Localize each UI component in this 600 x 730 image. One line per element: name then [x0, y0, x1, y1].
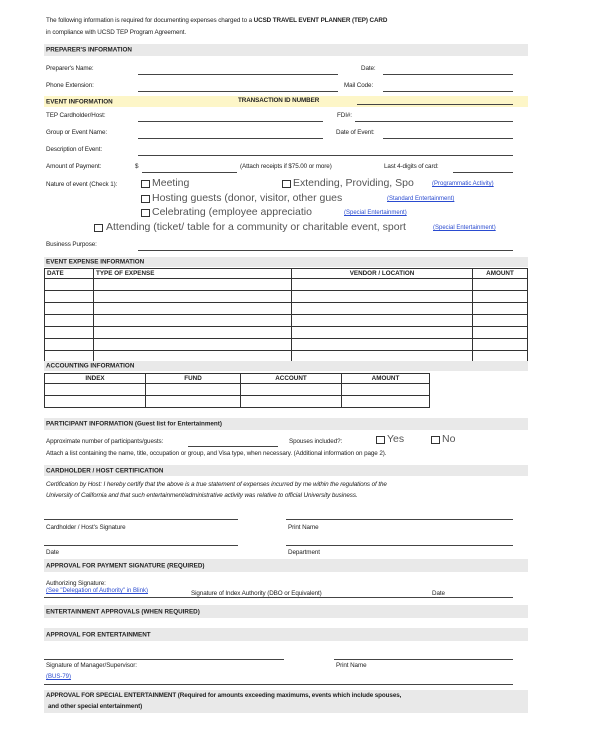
transaction-id-label: TRANSACTION ID NUMBER [238, 97, 320, 104]
meeting-option-label: Meeting [152, 177, 190, 189]
special-entertainment-header [44, 690, 528, 713]
preparer-name-field[interactable] [138, 74, 338, 75]
cell[interactable] [94, 291, 292, 303]
cell[interactable] [473, 279, 528, 291]
spouses-label: Spouses included?: [289, 438, 343, 445]
host-signature-line[interactable] [44, 519, 238, 520]
entertainment-approvals-header [44, 605, 528, 618]
approx-participants-label: Approximate number of participants/guests: [46, 438, 164, 445]
authorizing-signature-line[interactable] [44, 597, 513, 598]
spouses-yes-label: Yes [387, 433, 405, 445]
programmatic-activity-link[interactable]: (Programmatic Activity) [432, 181, 494, 187]
spouses-no-label: No [442, 433, 456, 445]
event-date-field[interactable] [383, 138, 513, 139]
phone-extension-field[interactable] [138, 91, 338, 92]
last4-label: Last 4-digits of card: [384, 163, 439, 170]
section-title: PREPARER'S INFORMATION [46, 46, 132, 54]
mail-code-label: Mail Code: [344, 82, 374, 89]
table-row[interactable] [45, 291, 528, 303]
cell[interactable] [45, 291, 94, 303]
accounting-header-row [45, 374, 430, 384]
cell[interactable] [94, 303, 292, 315]
group-event-name-label: Group or Event Name: [46, 129, 107, 136]
print-name-label: Print Name [288, 524, 319, 531]
table-row[interactable] [45, 327, 528, 339]
manager-print-name-line[interactable] [334, 659, 513, 660]
approx-participants-field[interactable] [188, 446, 278, 447]
spouses-no-checkbox[interactable] [431, 436, 440, 444]
approval-entertainment-header [44, 628, 528, 641]
cell[interactable] [45, 339, 94, 351]
cell[interactable] [94, 339, 292, 351]
certification-body: I hereby certify that the above is a true statement of expenses incurred by me within the regulations of the [101, 481, 387, 488]
cardholder-label: TEP Cardholder/Host: [46, 112, 106, 119]
approval-payment-section-header [44, 559, 528, 572]
table-row[interactable] [45, 303, 528, 315]
table-row[interactable] [45, 279, 528, 291]
certification-section-header [44, 465, 528, 476]
celebrating-option-label: Celebrating (employee appreciatio [152, 206, 312, 218]
section-title: EVENT INFORMATION [46, 98, 113, 105]
amount-field[interactable] [142, 172, 237, 173]
attending-option-label: Attending (ticket/ table for a community or charitable event, sport [106, 221, 406, 233]
transaction-id-field[interactable] [357, 104, 513, 105]
section-title: ACCOUNTING INFORMATION [46, 362, 135, 370]
hosting-option-label: Hosting guests (donor, visitor, other gues [152, 192, 343, 204]
authorizing-signature-label: Authorizing Signature: [46, 580, 106, 587]
cell[interactable] [473, 303, 528, 315]
manager-approval-line[interactable] [44, 684, 513, 685]
table-row[interactable] [45, 396, 430, 408]
section-title: EVENT EXPENSE INFORMATION [46, 258, 145, 266]
celebrating-checkbox[interactable] [141, 209, 150, 217]
cell[interactable] [241, 384, 342, 396]
attach-receipts-note: (Attach receipts if $75.00 or more) [240, 163, 332, 170]
table-row[interactable] [45, 339, 528, 351]
cell[interactable] [45, 315, 94, 327]
intro-card-name: UCSD TRAVEL EVENT PLANNER (TEP) CARD [253, 17, 388, 24]
cell[interactable] [292, 303, 473, 315]
department-label: Department [288, 549, 320, 556]
approval-date-label: Date [432, 590, 445, 597]
section-title: APPROVAL FOR PAYMENT SIGNATURE (REQUIRED) [46, 562, 205, 569]
standard-entertainment-link[interactable]: (Standard Entertainment) [387, 196, 455, 202]
cell[interactable] [292, 339, 473, 351]
extending-checkbox[interactable] [282, 180, 291, 188]
special-header-line-1: APPROVAL FOR SPECIAL ENTERTAINMENT (Required for amounts exceeding maximums, events which include spouses, [46, 692, 402, 699]
cell[interactable] [45, 303, 94, 315]
column-header-date: DATE [45, 269, 94, 279]
cell[interactable] [94, 315, 292, 327]
print-name-line[interactable] [286, 519, 513, 520]
cell[interactable] [292, 279, 473, 291]
preparer-section-header [44, 44, 528, 56]
cell[interactable] [45, 279, 94, 291]
nature-label: Nature of event (Check 1): [46, 181, 118, 188]
manager-print-name-label: Print Name [336, 662, 367, 669]
meeting-checkbox[interactable] [141, 180, 150, 188]
intro-line-1 [46, 17, 387, 24]
intro-line-2: in compliance with UCSD TEP Program Agreement. [46, 29, 187, 36]
cell[interactable] [94, 327, 292, 339]
section-title: PARTICIPANT INFORMATION (Guest list for Entertainment) [46, 420, 222, 428]
certification-text-1 [46, 481, 387, 488]
cell[interactable] [342, 396, 430, 408]
fdi-label: FDI#: [337, 112, 352, 119]
preparer-date-field[interactable] [383, 74, 513, 75]
cell[interactable] [94, 279, 292, 291]
cell[interactable] [45, 396, 146, 408]
certification-text-2: University of California and that such entertainment/administrative activity was relative to official University business. [46, 492, 358, 499]
index-authority-label: Signature of Index Authority (DBO or Equivalent) [191, 590, 322, 597]
attach-list-note: Attach a list containing the name, title, occupation or group, and Visa type, when necessary. (Additional information on page 2). [46, 450, 387, 457]
cardholder-field[interactable] [138, 121, 323, 122]
column-header-account: ACCOUNT [241, 374, 342, 384]
column-header-index: INDEX [45, 374, 146, 384]
cell[interactable] [45, 384, 146, 396]
cell[interactable] [241, 396, 342, 408]
amount-label: Amount of Payment: [46, 163, 102, 170]
special-header-line-2: and other special entertainment) [48, 703, 143, 710]
accounting-table [44, 373, 430, 408]
phone-extension-label: Phone Extension: [46, 82, 94, 89]
mail-code-field[interactable] [383, 91, 513, 92]
intro-text: The following information is required for documenting expenses charged to a [46, 17, 254, 24]
column-header-type: TYPE OF EXPENSE [94, 269, 292, 279]
table-row[interactable] [45, 384, 430, 396]
participant-section-header [44, 418, 528, 430]
dollar-sign: $ [135, 163, 139, 170]
manager-signature-line[interactable] [44, 659, 284, 660]
fdi-field[interactable] [355, 121, 513, 122]
section-title: APPROVAL FOR ENTERTAINMENT [46, 631, 151, 638]
business-purpose-field[interactable] [138, 250, 513, 251]
special-entertainment-link-1[interactable]: (Special Entertainment) [344, 210, 407, 216]
host-signature-label: Cardholder / Host's Signature [46, 524, 126, 531]
column-header-amount: AMOUNT [473, 269, 528, 279]
special-entertainment-link-2[interactable]: (Special Entertainment) [433, 225, 496, 231]
last4-field[interactable] [453, 172, 513, 173]
cell[interactable] [292, 291, 473, 303]
cell[interactable] [342, 384, 430, 396]
expense-section-header [44, 257, 528, 267]
manager-signature-label: Signature of Manager/Supervisor: [46, 662, 137, 669]
cell[interactable] [45, 327, 94, 339]
expense-header-row [45, 269, 528, 279]
preparer-name-label: Preparer's Name: [46, 65, 94, 72]
bus-79-link[interactable]: (BUS-79) [46, 674, 72, 680]
cell[interactable] [146, 396, 241, 408]
description-label: Description of Event: [46, 146, 102, 153]
column-header-vendor: VENDOR / LOCATION [292, 269, 473, 279]
cell[interactable] [292, 315, 473, 327]
department-line[interactable] [286, 545, 513, 546]
cell[interactable] [292, 327, 473, 339]
cell[interactable] [473, 327, 528, 339]
hosting-checkbox[interactable] [141, 195, 150, 203]
accounting-section-header [44, 361, 528, 371]
delegation-authority-link[interactable]: (See "Delegation of Authority" in Blink) [46, 588, 148, 594]
section-title: CARDHOLDER / HOST CERTIFICATION [46, 467, 164, 474]
spouses-yes-checkbox[interactable] [376, 436, 385, 444]
preparer-date-label: Date: [361, 65, 376, 72]
cell[interactable] [146, 384, 241, 396]
column-header-fund: FUND [146, 374, 241, 384]
cell[interactable] [473, 291, 528, 303]
attending-checkbox[interactable] [94, 224, 103, 232]
cert-date-label: Date [46, 549, 59, 556]
certification-lead: Certification by Host: [46, 481, 102, 488]
event-date-label: Date of Event: [336, 129, 375, 136]
cell[interactable] [473, 339, 528, 351]
extending-option-label: Extending, Providing, Spo [293, 177, 414, 189]
business-purpose-label: Business Purpose: [46, 241, 97, 248]
table-row[interactable] [45, 315, 528, 327]
cert-date-line[interactable] [44, 545, 238, 546]
section-title: ENTERTAINMENT APPROVALS (WHEN REQUIRED) [46, 608, 200, 615]
cell[interactable] [473, 315, 528, 327]
description-field[interactable] [138, 155, 513, 156]
column-header-amount: AMOUNT [342, 374, 430, 384]
expense-table [44, 268, 528, 363]
group-event-name-field[interactable] [138, 138, 323, 139]
